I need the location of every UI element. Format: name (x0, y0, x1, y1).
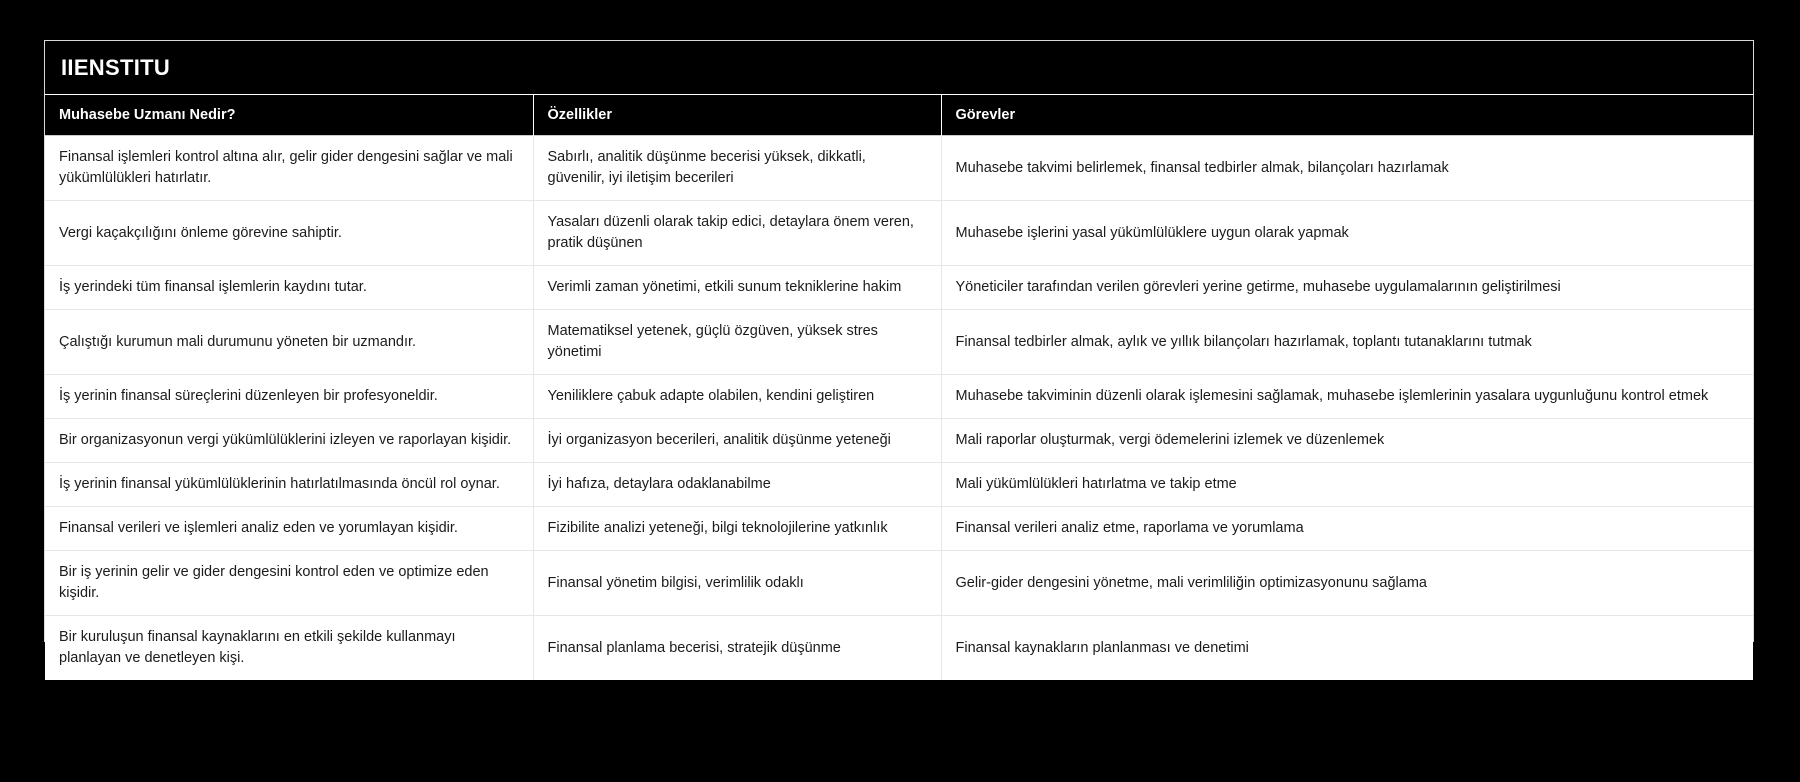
cell-features: Verimli zaman yönetimi, etkili sunum tekniklerine hakim (533, 266, 941, 310)
cell-definition: İş yerindeki tüm finansal işlemlerin kaydını tutar. (45, 266, 533, 310)
cell-features: İyi organizasyon becerileri, analitik düşünme yeteneği (533, 419, 941, 463)
cell-duties: Finansal tedbirler almak, aylık ve yıllık bilançoları hazırlamak, toplantı tutanaklarını tutmak (941, 310, 1753, 375)
cell-duties: Gelir-gider dengesini yönetme, mali verimliliğin optimizasyonunu sağlama (941, 551, 1753, 616)
table-row (45, 616, 1753, 681)
brand-title: IIENSTITU (61, 54, 171, 80)
cell-features: Yeniliklere çabuk adapte olabilen, kendini geliştiren (533, 375, 941, 419)
cell-definition: Çalıştığı kurumun mali durumunu yöneten bir uzmandır. (45, 310, 533, 375)
cell-definition: Bir organizasyonun vergi yükümlülüklerini izleyen ve raporlayan kişidir. (45, 419, 533, 463)
table-row (45, 507, 1753, 551)
cell-duties: Yöneticiler tarafından verilen görevleri yerine getirme, muhasebe uygulamalarının geliştirilmesi (941, 266, 1753, 310)
brand-bar (45, 41, 1753, 95)
cell-definition: İş yerinin finansal yükümlülüklerinin hatırlatılmasında öncül rol oynar. (45, 463, 533, 507)
table-header-row (45, 95, 1753, 136)
cell-features: Sabırlı, analitik düşünme becerisi yüksek, dikkatli, güvenilir, iyi iletişim becerileri (533, 136, 941, 201)
column-header-duties: Görevler (941, 95, 1753, 136)
cell-features: Finansal yönetim bilgisi, verimlilik odaklı (533, 551, 941, 616)
cell-duties: Muhasebe takviminin düzenli olarak işlemesini sağlamak, muhasebe işlemlerinin yasalara uygunluğunu kontrol etmek (941, 375, 1753, 419)
table-head (45, 95, 1753, 136)
cell-definition: İş yerinin finansal süreçlerini düzenleyen bir profesyoneldir. (45, 375, 533, 419)
column-header-definition: Muhasebe Uzmanı Nedir? (45, 95, 533, 136)
cell-definition: Vergi kaçakçılığını önleme görevine sahiptir. (45, 201, 533, 266)
cell-duties: Mali raporlar oluşturmak, vergi ödemelerini izlemek ve düzenlemek (941, 419, 1753, 463)
cell-features: Fizibilite analizi yeteneği, bilgi teknolojilerine yatkınlık (533, 507, 941, 551)
table-row (45, 310, 1753, 375)
cell-features: Matematiksel yetenek, güçlü özgüven, yüksek stres yönetimi (533, 310, 941, 375)
cell-features: Finansal planlama becerisi, stratejik düşünme (533, 616, 941, 681)
cell-definition: Finansal işlemleri kontrol altına alır, gelir gider dengesini sağlar ve mali yükümlülükleri hatırlatır. (45, 136, 533, 201)
cell-definition: Finansal verileri ve işlemleri analiz eden ve yorumlayan kişidir. (45, 507, 533, 551)
cell-duties: Finansal verileri analiz etme, raporlama ve yorumlama (941, 507, 1753, 551)
cell-definition: Bir kuruluşun finansal kaynaklarını en etkili şekilde kullanmayı planlayan ve denetleyen kişi. (45, 616, 533, 681)
table-row (45, 375, 1753, 419)
comparison-table (45, 95, 1753, 680)
table-row (45, 419, 1753, 463)
table-row (45, 201, 1753, 266)
cell-features: Yasaları düzenli olarak takip edici, detaylara önem veren, pratik düşünen (533, 201, 941, 266)
column-header-features: Özellikler (533, 95, 941, 136)
cell-duties: Finansal kaynakların planlanması ve denetimi (941, 616, 1753, 681)
cell-features: İyi hafıza, detaylara odaklanabilme (533, 463, 941, 507)
cell-duties: Mali yükümlülükleri hatırlatma ve takip etme (941, 463, 1753, 507)
cell-definition: Bir iş yerinin gelir ve gider dengesini kontrol eden ve optimize eden kişidir. (45, 551, 533, 616)
table-row (45, 136, 1753, 201)
content-card (44, 40, 1754, 667)
cell-duties: Muhasebe işlerini yasal yükümlülüklere uygun olarak yapmak (941, 201, 1753, 266)
table-body (45, 136, 1753, 681)
cell-duties: Muhasebe takvimi belirlemek, finansal tedbirler almak, bilançoları hazırlamak (941, 136, 1753, 201)
table-row (45, 266, 1753, 310)
table-row (45, 551, 1753, 616)
table-row (45, 463, 1753, 507)
